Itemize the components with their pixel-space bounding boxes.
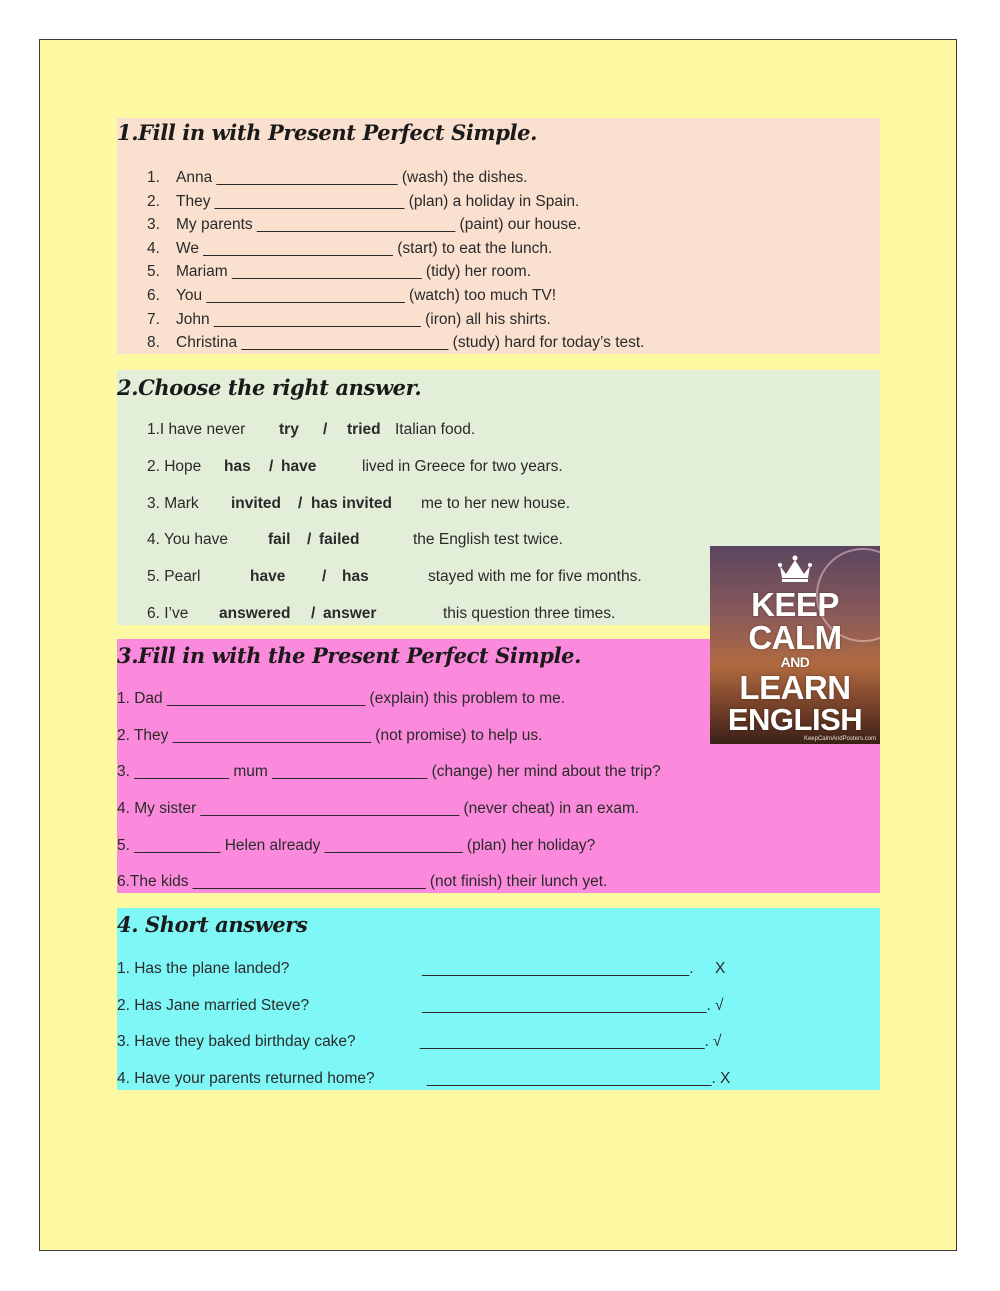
option-b[interactable]: failed <box>319 531 360 548</box>
answer-blank[interactable]: _________________________________. <box>420 1033 709 1050</box>
option-a[interactable]: has <box>224 458 251 475</box>
answer-blank[interactable]: _________________________________. <box>422 997 711 1014</box>
exercise-3-item: 1. Dad _______________________ (explain) this problem to me. <box>117 690 566 707</box>
exercise-3-item: 3. ___________ mum __________________ (change) her mind about the trip? <box>117 763 661 780</box>
answer-blank[interactable]: _________________________________. <box>427 1070 716 1087</box>
poster-line-english: ENGLISH <box>727 702 863 737</box>
exercise-3-item: 2. They _______________________ (not promise) to help us. <box>117 727 543 744</box>
poster-credit: KeepCalmAndPosters.com <box>803 736 876 742</box>
option-b[interactable]: has <box>342 568 369 585</box>
section-4: 4. Short answers 1. Has the plane landed? _______________________________. X 2. Has Jane married Steve? _________________________________. √ 3. Have they baked birthday cake? _________________________________. √ 4. Have your parents returned home? _________________________________. X <box>117 908 880 1090</box>
crown-icon <box>777 554 813 584</box>
section-1-heading: 1.Fill in with Present Perfect Simple. <box>117 120 537 145</box>
option-a[interactable]: invited <box>231 495 281 512</box>
answer-blank[interactable]: _______________________________. <box>422 960 694 977</box>
exercise-3-item: 6.The kids ___________________________ (not finish) their lunch yet. <box>117 873 608 890</box>
exercise-3-item: 5. __________ Helen already ________________ (plan) her holiday? <box>117 837 596 854</box>
option-a[interactable]: answered <box>219 605 291 622</box>
poster-line-calm: CALM <box>748 619 842 656</box>
option-b[interactable]: tried <box>347 421 381 438</box>
keep-calm-poster <box>710 546 880 744</box>
poster-line-and: AND <box>780 654 810 670</box>
option-b[interactable]: has invited <box>311 495 392 512</box>
option-a[interactable]: try <box>279 421 299 438</box>
section-2-heading: 2.Choose the right answer. <box>117 375 422 400</box>
exercise-3-item: 4. My sister ______________________________ (never cheat) in an exam. <box>117 800 640 817</box>
poster-line-learn: LEARN <box>739 669 851 706</box>
option-a[interactable]: have <box>250 568 286 585</box>
poster-line-keep: KEEP <box>751 586 839 623</box>
option-b[interactable]: have <box>281 458 317 475</box>
option-a[interactable]: fail <box>268 531 291 548</box>
section-3-heading: 3.Fill in with the Present Perfect Simple. <box>117 643 582 668</box>
section-1: 1.Fill in with Present Perfect Simple. 1. Anna _____________________ (wash) the dishes. 2. They ______________________ (plan) a holiday in Spain. 3. My parents _______________________ (paint) our house. 4. We ______________________ (start) to eat the lunch. 5. Mariam ______________________ (tidy) her room. 6. You _______________________ (watch) too much TV! 7. John ________________________ (iron) all his shirts. 8. Christina ________________________ (study) hard for today’s test. <box>117 118 880 354</box>
section-4-heading: 4. Short answers <box>117 912 308 937</box>
option-b[interactable]: answer <box>323 605 377 622</box>
section-2: 2.Choose the right answer. 1.I have never try / tried Italian food. 2. Hope has / have lived in Greece for two years. 3. Mark invited / has invited me to her new house. 4. You have fail / failed the English test twice. 5. Pearl have / has stayed with me for five months. 6. I’ve answered / answer this question three times. <box>117 370 880 625</box>
